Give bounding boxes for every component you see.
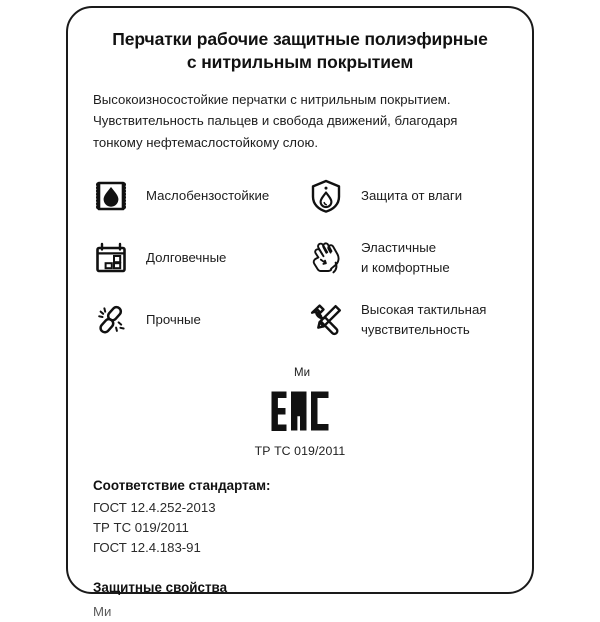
feature-label [146,310,201,330]
protective-properties-title: Защитные свойства [93,580,228,596]
standards-title: Соответствие стандартам: [93,477,271,493]
certification-block [82,367,518,458]
list-item: ТР ТС 019/2011 [93,520,189,536]
oil-barrel-icon [88,173,134,219]
list-item: ГОСТ 12.4.183-91 [93,540,201,556]
feature-label-line: Эластичные [361,239,437,255]
standards-list [93,498,493,558]
feature-label [361,238,450,279]
certification-top-label: Ми [293,367,310,380]
description-line-2: Чувствительность пальцев и свобода движений, благодаря [93,113,458,129]
feature-row [88,171,518,233]
product-description [93,89,503,154]
feature-label [361,186,462,206]
feature-item-elastic-comfortable [303,233,518,283]
feature-label-line: Высокая тактильная [361,301,487,317]
feature-item-durable [88,233,303,283]
title-line-1: Перчатки рабочие защитные полиэфирные [112,29,488,49]
description-line-3: тонкому нефтемаслостойкому слою. [93,134,319,150]
feature-item-strong [88,295,303,345]
feature-label-line: Прочные [146,311,201,327]
protective-properties-value: Ми [93,604,112,620]
feature-row [88,233,518,295]
description-line-1: Высокоизносостойкие перчатки с нитрильным покрытием. [93,91,451,107]
feature-label [146,186,269,206]
page-title [85,28,515,75]
wrench-screwdriver-icon [303,297,349,343]
broken-chain-icon [88,297,134,343]
protective-properties-block [93,578,493,622]
feature-label-line: Защита от влаги [361,187,463,203]
feature-label-line: Долговечные [146,249,227,265]
feature-label [146,248,226,268]
feature-list [82,171,518,357]
product-card [66,6,534,620]
feature-label-line: чувствительность [361,322,470,338]
standards-block [93,476,493,558]
feature-label-line: Маслобензостойкие [146,187,270,203]
certification-bottom-label: ТР ТС 019/2011 [254,443,346,458]
calendar-icon [88,235,134,281]
feature-label [361,300,486,341]
title-line-2: с нитрильным покрытием [186,52,414,73]
list-item: ГОСТ 12.4.252-2013 [93,499,216,515]
feature-item-moisture-protection [303,171,518,221]
eac-conformity-mark-icon [269,389,331,437]
glove-flex-icon [303,235,349,281]
shield-water-drop-icon [303,173,349,219]
feature-item-oil-resistant [88,171,303,221]
feature-item-tactile-sensitivity [303,295,518,345]
card-content [68,8,532,620]
feature-row [88,295,518,357]
feature-label-line: и комфортные [361,260,450,276]
